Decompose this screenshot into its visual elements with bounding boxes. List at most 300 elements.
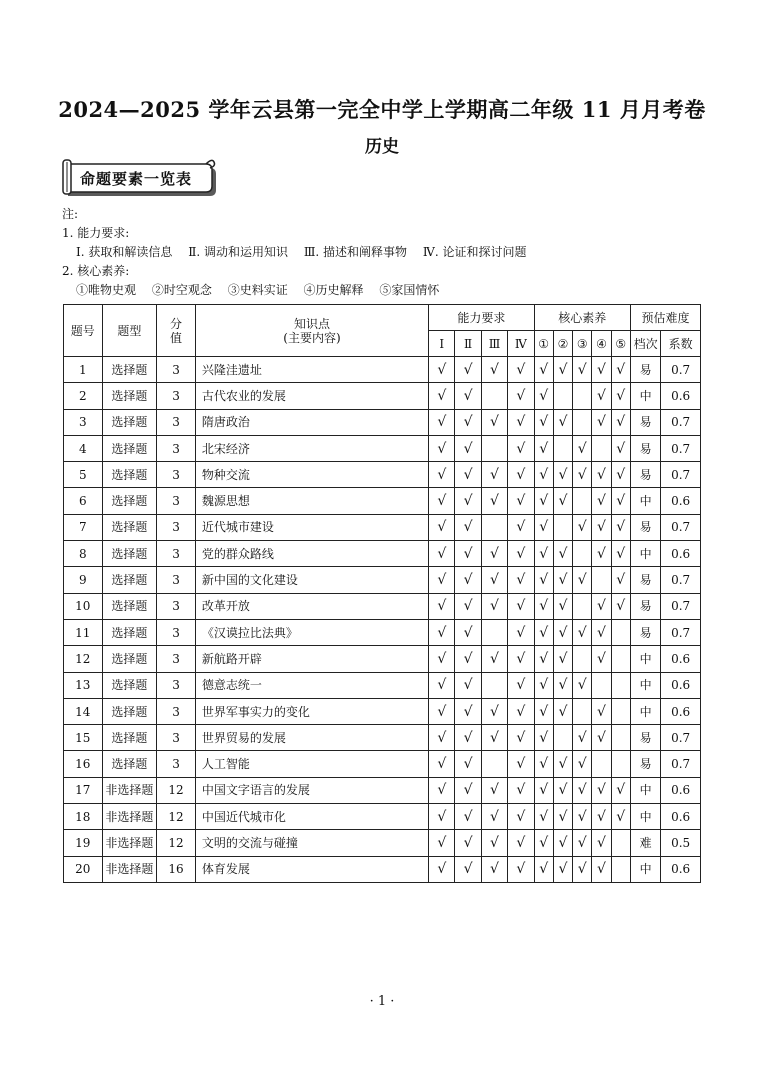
- cell-ability: √: [455, 856, 481, 882]
- table-row: [64, 383, 701, 409]
- cell-ability: √: [508, 725, 534, 751]
- cell-core: [573, 593, 592, 619]
- cell-coef: 0.6: [661, 856, 701, 882]
- cell-ability: √: [508, 751, 534, 777]
- cell-ability: √: [429, 541, 455, 567]
- cell-ability: √: [455, 830, 481, 856]
- subheader-core: ①: [534, 331, 553, 357]
- cell-core: [573, 409, 592, 435]
- cell-topic: 新中国的文化建设: [195, 567, 428, 593]
- cell-ability: √: [481, 541, 507, 567]
- literacy-item: ①唯物史观: [76, 283, 137, 297]
- table-row: [64, 514, 701, 540]
- cell-core: √: [611, 409, 630, 435]
- cell-ability: √: [429, 646, 455, 672]
- cell-coef: 0.7: [661, 514, 701, 540]
- cell-ability: [481, 383, 507, 409]
- cell-ability: √: [429, 357, 455, 383]
- cell-topic: 德意志统一: [195, 672, 428, 698]
- cell-core: [592, 567, 611, 593]
- ability-item: Ⅰ. 获取和解读信息: [76, 245, 173, 259]
- cell-topic: 世界贸易的发展: [195, 725, 428, 751]
- cell-topic: 党的群众路线: [195, 541, 428, 567]
- cell-topic: 兴隆洼遗址: [195, 357, 428, 383]
- cell-level: 中: [630, 777, 660, 803]
- cell-core: √: [611, 541, 630, 567]
- cell-ability: √: [508, 593, 534, 619]
- table-row: [64, 725, 701, 751]
- cell-score: 12: [157, 804, 196, 830]
- cell-core: √: [553, 619, 572, 645]
- cell-core: √: [592, 804, 611, 830]
- cell-type: 选择题: [102, 409, 157, 435]
- cell-score: 3: [157, 514, 196, 540]
- cell-score: 3: [157, 462, 196, 488]
- table-row: [64, 357, 701, 383]
- cell-ability: √: [455, 804, 481, 830]
- cell-core: √: [611, 514, 630, 540]
- cell-ability: √: [508, 698, 534, 724]
- cell-score: 3: [157, 646, 196, 672]
- cell-ability: √: [429, 488, 455, 514]
- cell-core: √: [553, 856, 572, 882]
- cell-core: [611, 672, 630, 698]
- cell-ability: √: [508, 619, 534, 645]
- cell-type: 选择题: [102, 619, 157, 645]
- cell-ability: √: [429, 830, 455, 856]
- cell-no: 8: [64, 541, 103, 567]
- subheader-ability: Ⅱ: [455, 331, 481, 357]
- cell-no: 1: [64, 357, 103, 383]
- cell-core: √: [573, 856, 592, 882]
- cell-core: √: [592, 488, 611, 514]
- literacy-item: ③史料实证: [227, 283, 288, 297]
- cell-topic: 北宋经济: [195, 435, 428, 461]
- cell-coef: 0.7: [661, 725, 701, 751]
- cell-no: 15: [64, 725, 103, 751]
- cell-ability: √: [429, 672, 455, 698]
- cell-ability: [481, 751, 507, 777]
- cell-ability: √: [508, 856, 534, 882]
- cell-core: √: [592, 593, 611, 619]
- cell-ability: √: [455, 541, 481, 567]
- table-row: [64, 672, 701, 698]
- cell-core: √: [573, 357, 592, 383]
- cell-core: √: [592, 698, 611, 724]
- cell-ability: √: [508, 409, 534, 435]
- cell-core: [553, 725, 572, 751]
- cell-core: [573, 541, 592, 567]
- cell-ability: √: [508, 462, 534, 488]
- cell-no: 17: [64, 777, 103, 803]
- cell-ability: [481, 435, 507, 461]
- table-row: [64, 462, 701, 488]
- cell-topic: 魏源思想: [195, 488, 428, 514]
- cell-core: [553, 435, 572, 461]
- cell-core: [592, 435, 611, 461]
- cell-no: 9: [64, 567, 103, 593]
- cell-core: √: [573, 462, 592, 488]
- cell-core: √: [573, 830, 592, 856]
- cell-score: 12: [157, 830, 196, 856]
- page-number: · 1 ·: [369, 994, 395, 1009]
- table-row: [64, 541, 701, 567]
- cell-core: √: [553, 567, 572, 593]
- cell-ability: √: [429, 804, 455, 830]
- cell-core: [611, 698, 630, 724]
- cell-coef: 0.5: [661, 830, 701, 856]
- cell-score: 3: [157, 593, 196, 619]
- header-score: 分 值: [157, 305, 196, 357]
- cell-ability: √: [455, 725, 481, 751]
- cell-ability: √: [455, 751, 481, 777]
- cell-coef: 0.7: [661, 751, 701, 777]
- cell-core: √: [592, 777, 611, 803]
- cell-score: 12: [157, 777, 196, 803]
- cell-core: √: [611, 357, 630, 383]
- cell-core: √: [534, 488, 553, 514]
- cell-ability: √: [429, 593, 455, 619]
- cell-ability: √: [481, 698, 507, 724]
- cell-type: 非选择题: [102, 777, 157, 803]
- cell-ability: √: [481, 409, 507, 435]
- cell-ability: √: [481, 593, 507, 619]
- ability-item: Ⅳ. 论证和探讨问题: [422, 245, 527, 259]
- cell-level: 中: [630, 698, 660, 724]
- cell-core: √: [553, 646, 572, 672]
- cell-coef: 0.6: [661, 383, 701, 409]
- cell-type: 非选择题: [102, 804, 157, 830]
- cell-type: 非选择题: [102, 830, 157, 856]
- cell-ability: √: [429, 409, 455, 435]
- cell-type: 选择题: [102, 725, 157, 751]
- cell-ability: √: [508, 435, 534, 461]
- cell-core: √: [611, 435, 630, 461]
- cell-no: 11: [64, 619, 103, 645]
- cell-type: 选择题: [102, 751, 157, 777]
- cell-ability: √: [455, 488, 481, 514]
- table-row: [64, 777, 701, 803]
- cell-type: 选择题: [102, 383, 157, 409]
- cell-core: √: [592, 409, 611, 435]
- cell-ability: √: [429, 514, 455, 540]
- subheader-core: ④: [592, 331, 611, 357]
- cell-score: 3: [157, 619, 196, 645]
- cell-core: √: [534, 357, 553, 383]
- subheader-level: 档次: [630, 331, 660, 357]
- cell-score: 3: [157, 541, 196, 567]
- cell-type: 选择题: [102, 698, 157, 724]
- table-row: [64, 567, 701, 593]
- cell-core: √: [534, 804, 553, 830]
- cell-topic: 物种交流: [195, 462, 428, 488]
- cell-ability: √: [455, 672, 481, 698]
- table-row: [64, 619, 701, 645]
- cell-ability: √: [455, 698, 481, 724]
- subheader-core: ③: [573, 331, 592, 357]
- cell-ability: [481, 514, 507, 540]
- cell-topic: 改革开放: [195, 593, 428, 619]
- cell-core: √: [553, 804, 572, 830]
- cell-level: 中: [630, 383, 660, 409]
- cell-level: 中: [630, 804, 660, 830]
- cell-coef: 0.6: [661, 777, 701, 803]
- cell-score: 3: [157, 698, 196, 724]
- cell-core: √: [534, 435, 553, 461]
- cell-core: [553, 514, 572, 540]
- cell-topic: 世界军事实力的变化: [195, 698, 428, 724]
- table-row: [64, 593, 701, 619]
- cell-ability: √: [455, 462, 481, 488]
- cell-no: 7: [64, 514, 103, 540]
- header-topic: 知识点 (主要内容): [195, 305, 428, 357]
- banner-label: 命题要素一览表: [80, 170, 193, 188]
- cell-topic: 人工智能: [195, 751, 428, 777]
- cell-topic: 文明的交流与碰撞: [195, 830, 428, 856]
- table-row: [64, 409, 701, 435]
- cell-ability: √: [429, 725, 455, 751]
- cell-no: 16: [64, 751, 103, 777]
- cell-ability: √: [429, 777, 455, 803]
- cell-coef: 0.6: [661, 672, 701, 698]
- cell-ability: √: [429, 698, 455, 724]
- cell-ability: [481, 619, 507, 645]
- header-difficulty: 预估难度: [630, 305, 700, 331]
- notes-label: 注:: [62, 207, 79, 221]
- table-row: [64, 751, 701, 777]
- cell-level: 中: [630, 488, 660, 514]
- cell-core: √: [573, 672, 592, 698]
- ability-heading: 1. 能力要求:: [62, 226, 130, 240]
- cell-core: √: [553, 409, 572, 435]
- table-body: [64, 357, 701, 883]
- cell-ability: √: [481, 830, 507, 856]
- cell-ability: √: [429, 619, 455, 645]
- cell-no: 14: [64, 698, 103, 724]
- cell-topic: 《汉谟拉比法典》: [195, 619, 428, 645]
- cell-no: 6: [64, 488, 103, 514]
- cell-score: 3: [157, 567, 196, 593]
- cell-core: √: [534, 383, 553, 409]
- cell-topic: 古代农业的发展: [195, 383, 428, 409]
- cell-level: 易: [630, 619, 660, 645]
- cell-core: √: [573, 804, 592, 830]
- notes-section: [62, 205, 526, 300]
- cell-ability: √: [508, 830, 534, 856]
- cell-topic: 新航路开辟: [195, 646, 428, 672]
- cell-ability: √: [481, 646, 507, 672]
- cell-type: 非选择题: [102, 856, 157, 882]
- cell-core: √: [553, 357, 572, 383]
- cell-score: 3: [157, 435, 196, 461]
- cell-coef: 0.6: [661, 804, 701, 830]
- cell-ability: √: [455, 777, 481, 803]
- cell-core: [553, 383, 572, 409]
- cell-level: 中: [630, 856, 660, 882]
- cell-ability: √: [481, 725, 507, 751]
- cell-topic: 近代城市建设: [195, 514, 428, 540]
- cell-type: 选择题: [102, 435, 157, 461]
- cell-ability: √: [508, 777, 534, 803]
- cell-no: 12: [64, 646, 103, 672]
- cell-core: √: [611, 777, 630, 803]
- literacy-list: [62, 281, 526, 300]
- cell-level: 易: [630, 462, 660, 488]
- cell-no: 13: [64, 672, 103, 698]
- cell-score: 3: [157, 409, 196, 435]
- cell-core: √: [534, 619, 553, 645]
- table-header-row: [64, 305, 701, 331]
- cell-core: √: [611, 488, 630, 514]
- cell-coef: 0.7: [661, 462, 701, 488]
- cell-core: √: [534, 409, 553, 435]
- cell-core: √: [534, 698, 553, 724]
- header-core: 核心素养: [534, 305, 630, 331]
- cell-core: √: [592, 383, 611, 409]
- cell-topic: 隋唐政治: [195, 409, 428, 435]
- cell-ability: √: [508, 488, 534, 514]
- cell-core: √: [534, 593, 553, 619]
- cell-ability: √: [508, 804, 534, 830]
- cell-core: √: [573, 725, 592, 751]
- cell-core: [611, 725, 630, 751]
- cell-core: √: [534, 541, 553, 567]
- cell-core: [573, 698, 592, 724]
- cell-ability: √: [429, 856, 455, 882]
- table-row: [64, 856, 701, 882]
- cell-score: 3: [157, 357, 196, 383]
- cell-no: 18: [64, 804, 103, 830]
- cell-coef: 0.7: [661, 619, 701, 645]
- cell-core: √: [553, 830, 572, 856]
- header-no: 题号: [64, 305, 103, 357]
- cell-ability: √: [455, 593, 481, 619]
- cell-level: 易: [630, 567, 660, 593]
- cell-no: 2: [64, 383, 103, 409]
- cell-core: √: [592, 619, 611, 645]
- cell-type: 选择题: [102, 567, 157, 593]
- cell-coef: 0.6: [661, 698, 701, 724]
- cell-ability: √: [481, 777, 507, 803]
- cell-coef: 0.6: [661, 646, 701, 672]
- subject-title: 历史: [365, 137, 399, 157]
- cell-core: √: [553, 488, 572, 514]
- cell-ability: √: [455, 514, 481, 540]
- cell-no: 19: [64, 830, 103, 856]
- cell-core: √: [534, 567, 553, 593]
- cell-ability: √: [429, 462, 455, 488]
- cell-core: √: [592, 856, 611, 882]
- cell-core: √: [592, 462, 611, 488]
- cell-ability: √: [455, 383, 481, 409]
- cell-core: √: [592, 357, 611, 383]
- subheader-core: ⑤: [611, 331, 630, 357]
- cell-level: 易: [630, 435, 660, 461]
- cell-topic: 中国近代城市化: [195, 804, 428, 830]
- table-row: [64, 488, 701, 514]
- literacy-heading: 2. 核心素养:: [62, 264, 130, 278]
- cell-ability: √: [455, 435, 481, 461]
- cell-core: √: [573, 514, 592, 540]
- cell-score: 3: [157, 725, 196, 751]
- exam-elements-table: [63, 304, 701, 883]
- cell-ability: √: [508, 672, 534, 698]
- cell-core: √: [534, 672, 553, 698]
- cell-core: [611, 619, 630, 645]
- cell-core: √: [553, 698, 572, 724]
- ability-item: Ⅲ. 描述和阐释事物: [303, 245, 408, 259]
- cell-level: 难: [630, 830, 660, 856]
- cell-ability: √: [429, 567, 455, 593]
- cell-core: √: [573, 751, 592, 777]
- cell-core: √: [592, 646, 611, 672]
- cell-core: √: [573, 619, 592, 645]
- cell-level: 中: [630, 646, 660, 672]
- literacy-item: ⑤家国情怀: [379, 283, 440, 297]
- cell-ability: √: [429, 435, 455, 461]
- cell-ability: √: [455, 409, 481, 435]
- cell-ability: √: [481, 357, 507, 383]
- cell-core: [573, 383, 592, 409]
- cell-core: √: [553, 672, 572, 698]
- cell-coef: 0.7: [661, 435, 701, 461]
- cell-core: √: [592, 830, 611, 856]
- cell-topic: 体育发展: [195, 856, 428, 882]
- cell-ability: √: [481, 567, 507, 593]
- cell-ability: √: [429, 383, 455, 409]
- cell-core: √: [534, 646, 553, 672]
- cell-core: √: [534, 751, 553, 777]
- cell-core: √: [611, 462, 630, 488]
- cell-core: √: [553, 751, 572, 777]
- table-row: [64, 435, 701, 461]
- cell-core: [611, 751, 630, 777]
- cell-core: √: [534, 514, 553, 540]
- cell-type: 选择题: [102, 672, 157, 698]
- header-ability: 能力要求: [429, 305, 534, 331]
- ability-list: [62, 243, 526, 262]
- subheader-ability: Ⅳ: [508, 331, 534, 357]
- cell-ability: √: [455, 357, 481, 383]
- cell-core: [611, 856, 630, 882]
- cell-type: 选择题: [102, 357, 157, 383]
- cell-core: √: [534, 462, 553, 488]
- cell-ability: [481, 672, 507, 698]
- header-type: 题型: [102, 305, 157, 357]
- cell-level: 易: [630, 725, 660, 751]
- table-row: [64, 698, 701, 724]
- cell-core: [573, 488, 592, 514]
- cell-ability: √: [508, 567, 534, 593]
- cell-ability: √: [508, 541, 534, 567]
- cell-core: √: [534, 856, 553, 882]
- cell-score: 3: [157, 672, 196, 698]
- table-row: [64, 804, 701, 830]
- cell-core: √: [534, 830, 553, 856]
- cell-ability: √: [508, 383, 534, 409]
- cell-type: 选择题: [102, 462, 157, 488]
- cell-core: [573, 646, 592, 672]
- cell-type: 选择题: [102, 488, 157, 514]
- literacy-item: ②时空观念: [151, 283, 212, 297]
- cell-core: √: [611, 383, 630, 409]
- cell-core: √: [592, 541, 611, 567]
- cell-level: 易: [630, 514, 660, 540]
- cell-level: 中: [630, 672, 660, 698]
- cell-ability: √: [455, 567, 481, 593]
- table-row: [64, 646, 701, 672]
- cell-core: √: [534, 725, 553, 751]
